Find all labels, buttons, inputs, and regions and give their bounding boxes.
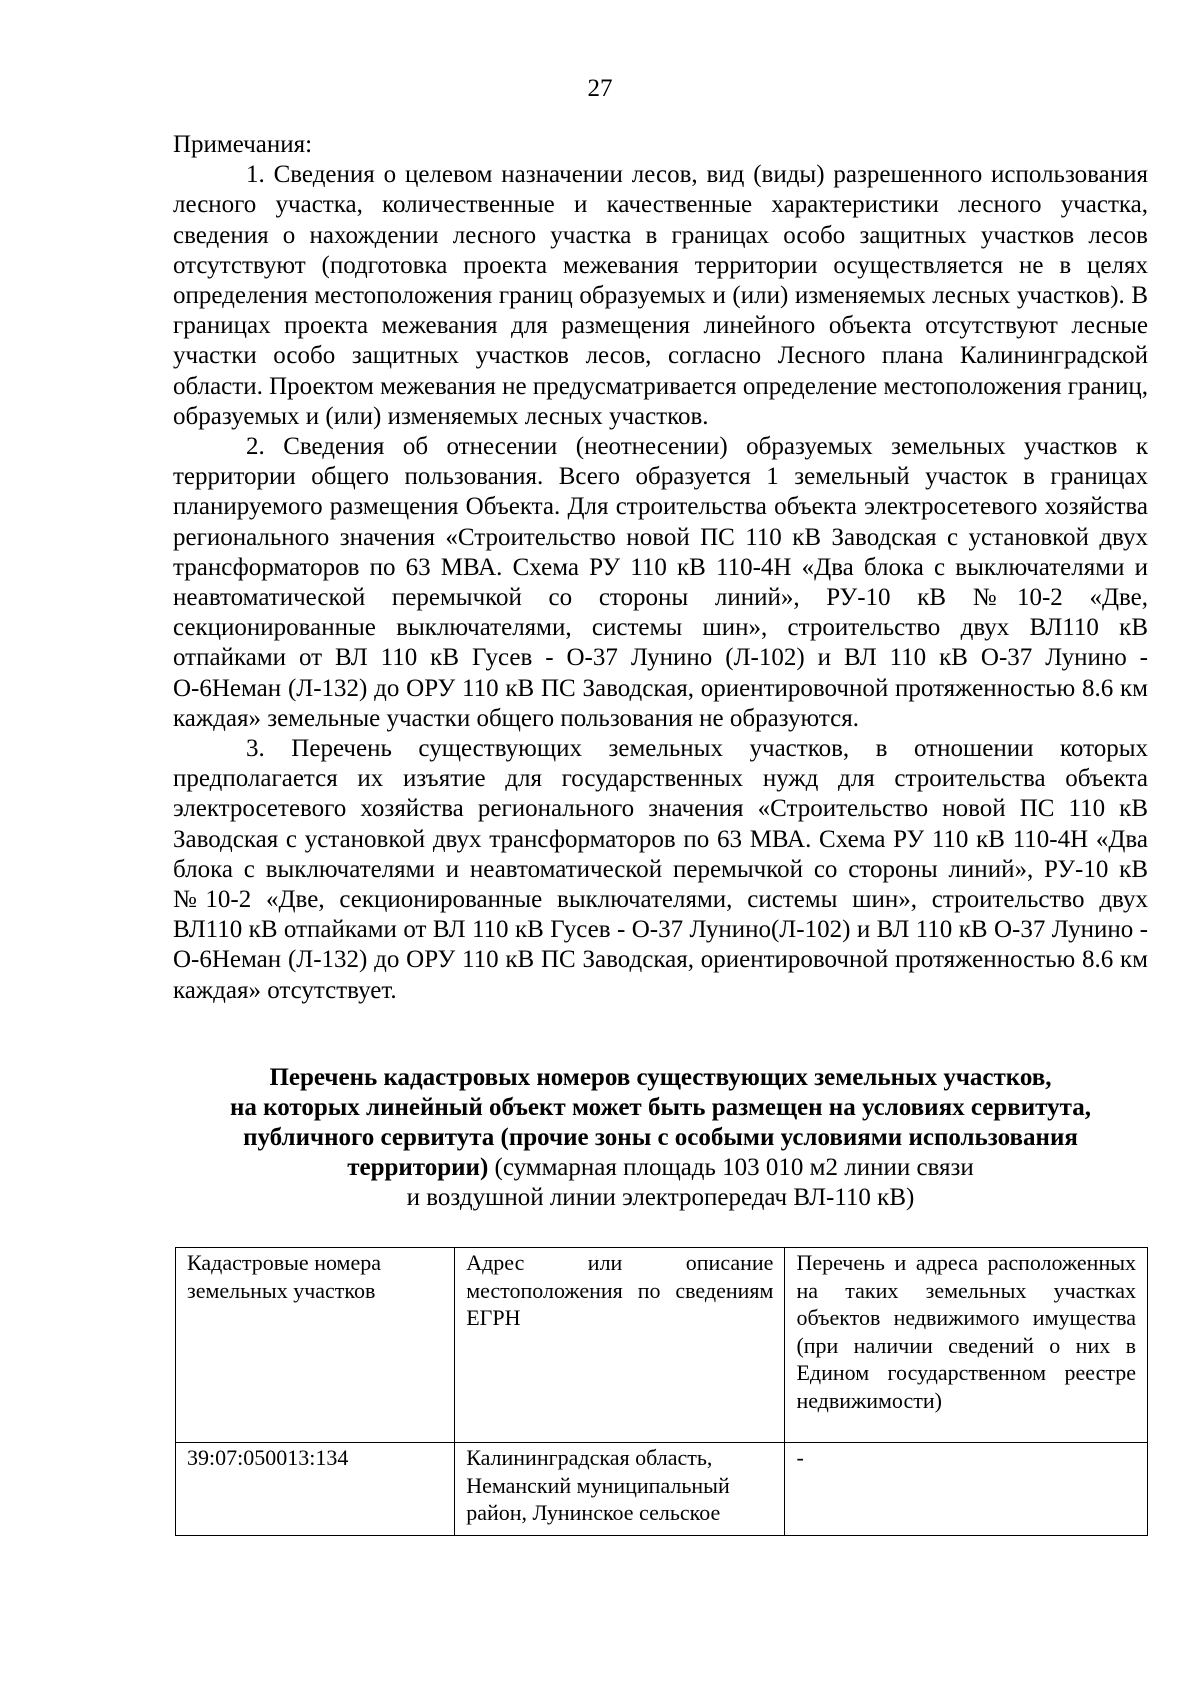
page-number: 27 <box>587 75 613 102</box>
header-address: Адрес или описание местоположения по сведениям ЕГРН <box>455 1248 785 1443</box>
table-row <box>176 1443 1148 1536</box>
cadastral-table <box>175 1247 1148 1536</box>
heading-line-3: публичного сервитута (прочие зоны с особыми условиями использования <box>243 1124 1078 1151</box>
note-item-2: 2. Сведения об отнесении (неотнесении) образуемых земельных участков к территории общего пользования. Всего образуется 1 земельный участок в границах планируемого размещения Объекта. Для строительства объекта электросетевого хозяйства регионального значения «Строительство новой ПС 110 кВ Заводская с установкой двух трансформаторов по 63 МВА. Схема РУ 110 кВ 110-4Н «Два блока с выключателями и неавтоматической перемычкой со стороны линий», РУ-10 кВ №10-2 «Две, секционированные выключателями, системы шин», строительство двух ВЛ110 кВ отпайками от ВЛ 110 кВ Гусев - О-37 Лунино (Л-102) и ВЛ 110 кВ О-37 Лунино - О-6Неман (Л-132) до ОРУ 110 кВ ПС Заводская, ориентировочной протяженностью 8.6 км каждая» земельные участки общего пользования не образуются. <box>173 433 1148 732</box>
cell-cadastral-number: 39:07:050013:134 <box>176 1443 455 1536</box>
notes-section <box>173 130 1148 1006</box>
header-objects: Перечень и адреса расположенных на таких земельных участках объектов недвижимого имущества (при наличии сведений о них в Едином государственном реестре недвижимости) <box>785 1248 1148 1443</box>
heading-line-4-bold: территории) <box>347 1154 489 1181</box>
table-header-row <box>176 1248 1148 1443</box>
heading-line-1: Перечень кадастровых номеров существующих земельных участков, <box>269 1064 1052 1091</box>
heading-line-4 <box>173 1153 1148 1183</box>
note-item-1: 1. Сведения о целевом назначении лесов, вид (виды) разрешенного использования лесного участка, количественные и качественные характеристики лесного участка, сведения о нахождении лесного участка в границах особо защитных участков лесов отсутствуют (подготовка проекта межевания территории осуществляется не в целях определения местоположения границ образуемых и (или) изменяемых лесных участков). В границах проекта межевания для размещения линейного объекта отсутствуют лесные участки особо защитных участков лесов, согласно Лесного плана Калининградской области. Проектом межевания не предусматривается определение местоположения границ, образуемых и (или) изменяемых лесных участков. <box>173 161 1148 430</box>
note-item-3: 3. Перечень существующих земельных участков, в отношении которых предполагается их изъятие для государственных нужд для строительства объекта электросетевого хозяйства регионального значения «Строительство новой ПС 110 кВ Заводская с установкой двух трансформаторов по 63 МВА. Схема РУ 110 кВ 110-4Н «Два блока с выключателями и неавтоматической перемычкой со стороны линий», РУ-10 кВ №10-2 «Две, секционированные выключателями, системы шин», строительство двух ВЛ110 кВ отпайками от ВЛ 110 кВ Гусев - О-37 Лунино(Л-102) и ВЛ 110 кВ О-37 Лунино - О-6Неман (Л-132) до ОРУ 110 кВ ПС Заводская, ориентировочной протяженностью 8.6 км каждая» отсутствует. <box>173 735 1148 1004</box>
cell-address: Калининградская область, Неманский муниципальный район, Лунинское сельское <box>455 1443 785 1536</box>
cell-objects: - <box>785 1443 1148 1536</box>
heading-line-2: на которых линейный объект может быть размещен на условиях сервитута, <box>230 1094 1091 1121</box>
header-cadastral-numbers: Кадастровые номера земельных участков <box>176 1248 455 1443</box>
heading-line-5: и воздушной линии электропередач ВЛ-110 кВ) <box>406 1184 915 1211</box>
table-heading <box>173 1063 1148 1213</box>
notes-title: Примечания: <box>173 131 313 158</box>
heading-line-4-normal: (суммарная площадь 103 010 м2 линии связи <box>488 1154 974 1181</box>
